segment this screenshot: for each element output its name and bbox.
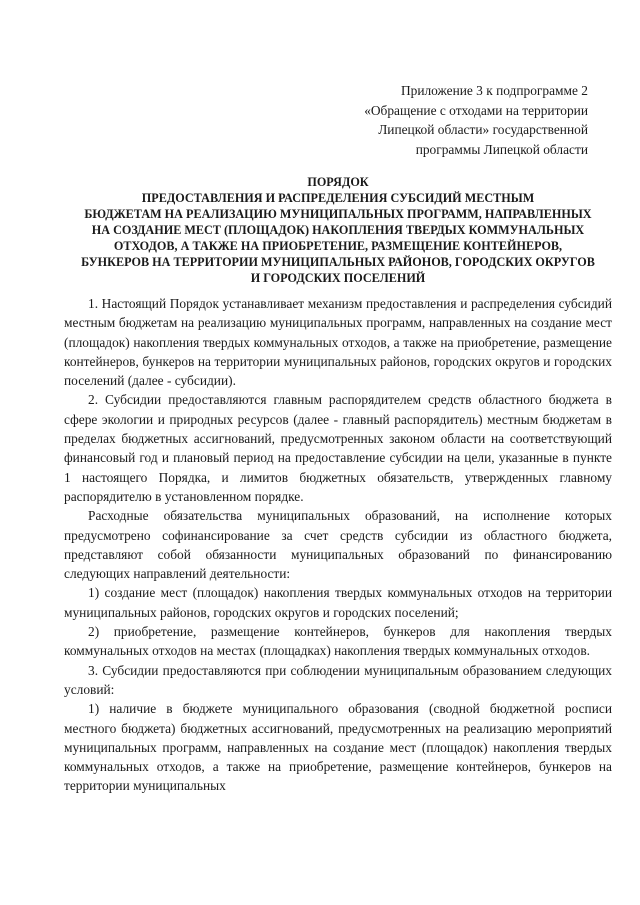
appendix-line: «Обращение с отходами на территории <box>364 102 588 118</box>
list-item-2: 2) приобретение, размещение контейнеров, бункеров для накопления твердых коммунальных отходов на местах (площадках) накопления твердых коммунальных отходов. <box>64 624 612 659</box>
document-body <box>64 294 612 796</box>
paragraph-obligations: Расходные обязательства муниципальных образований, на исполнение которых предусмотрено софинансирование за счет средств субсидии из областного бюджета, представляют собой обязанности муниципальных образований по финансированию следующих направлений деятельности: <box>64 508 612 582</box>
appendix-line: Липецкой области» государственной <box>378 122 588 137</box>
title-line: БЮДЖЕТАМ НА РЕАЛИЗАЦИЮ МУНИЦИПАЛЬНЫХ ПРОГРАММ, НАПРАВЛЕННЫХ <box>84 207 592 221</box>
paragraph-3: 3. Субсидии предоставляются при соблюдении муниципальным образованием следующих условий: <box>64 662 612 697</box>
appendix-line: Приложение 3 к подпрограмме 2 <box>400 83 588 98</box>
title-line: БУНКЕРОВ НА ТЕРРИТОРИИ МУНИЦИПАЛЬНЫХ РАЙОНОВ, ГОРОДСКИХ ОКРУГОВ <box>81 255 595 269</box>
appendix-note <box>320 81 588 159</box>
title-line: ПРЕДОСТАВЛЕНИЯ И РАСПРЕДЕЛЕНИЯ СУБСИДИЙ МЕСТНЫМ <box>141 191 535 205</box>
title-heading: ПОРЯДОК <box>307 175 369 189</box>
title-line: ОТХОДОВ, А ТАКЖЕ НА ПРИОБРЕТЕНИЕ, РАЗМЕЩЕНИЕ КОНТЕЙНЕРОВ, <box>113 239 563 253</box>
title-line: И ГОРОДСКИХ ПОСЕЛЕНИЙ <box>250 271 426 285</box>
list-item-1: 1) создание мест (площадок) накопления твердых коммунальных отходов на территории муниципальных районов, городских округов и городских поселений; <box>64 585 612 620</box>
title-line: НА СОЗДАНИЕ МЕСТ (ПЛОЩАДОК) НАКОПЛЕНИЯ ТВЕРДЫХ КОММУНАЛЬНЫХ <box>91 223 585 237</box>
paragraph-2: 2. Субсидии предоставляются главным распорядителем средств областного бюджета в сфере экологии и природных ресурсов (далее - главный распорядитель) местным бюджетам в пределах бюджетных ассигнований, предусмотренных законом области на соответствующий финансовый год и плановый период на предоставление субсидии на цели, указанные в пункте 1 настоящего Порядка, и лимитов бюджетных обязательств, утвержденных главному распорядителю в установленном порядке. <box>64 392 612 504</box>
document-title <box>64 174 612 286</box>
paragraph-1: 1. Настоящий Порядок устанавливает механизм предоставления и распределения субсидий местным бюджетам на реализацию муниципальных программ, направленных на создание мест (площадок) накопления твердых коммунальных отходов, а также на приобретение, размещение контейнеров, бункеров на территории муниципальных районов, городских округов и городских поселений (далее - субсидии). <box>64 296 612 389</box>
condition-item-1: 1) наличие в бюджете муниципального образования (сводной бюджетной росписи местного бюджета) бюджетных ассигнований, предусмотренных на реализацию мероприятий муниципальных программ, направленных на создание мест (площадок) накопления твердых коммунальных отходов, а также на приобретение, размещение контейнеров, бункеров на территории муниципальных <box>64 701 612 794</box>
appendix-line: программы Липецкой области <box>415 141 588 157</box>
